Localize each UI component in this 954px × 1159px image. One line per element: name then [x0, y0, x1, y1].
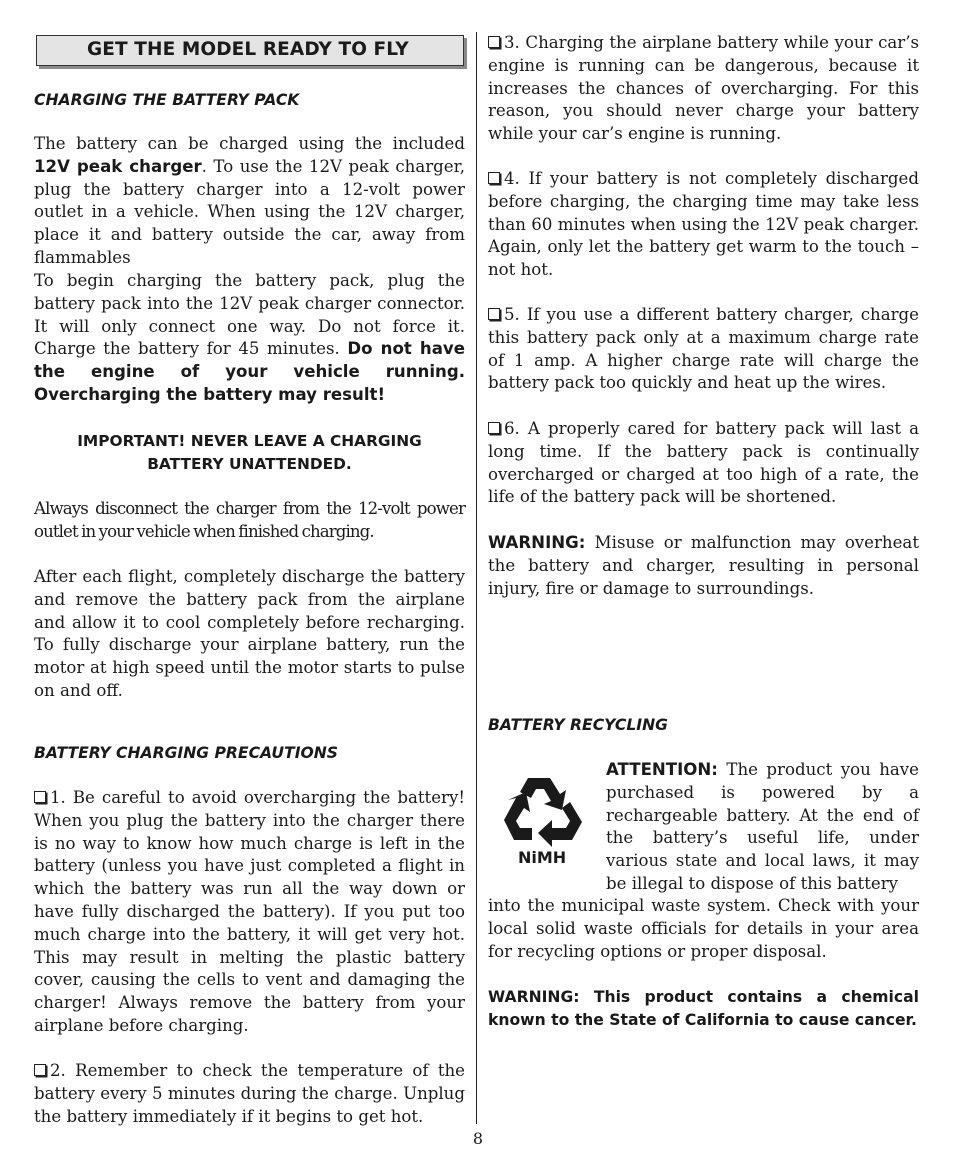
checkbox-icon — [488, 308, 500, 320]
heading-recycling: BATTERY RECYCLING — [488, 716, 668, 734]
attention-label: ATTENTION: — [606, 760, 718, 779]
p2-text: To begin charging the battery pack, plug the battery pack into the 12V peak charger connector. It will only connect one way. Do not force it. Charge the battery for 45 minutes. — [34, 271, 465, 359]
column-divider — [476, 32, 477, 1124]
warning-text: Misuse or malfunction may overheat the battery and charger, resulting in personal injury, fire or damage to surroundings. — [488, 533, 919, 598]
checkbox-icon — [488, 422, 500, 434]
item4-text: 4. If your battery is not completely discharged before charging, the charging time may take less than 60 minutes when using the 12V peak charger. Again, only let the battery get warm to the touch – not hot. — [488, 169, 919, 280]
precaution-item-2 — [34, 1060, 465, 1128]
p1-text: The battery can be charged using the included — [34, 134, 465, 153]
item1-text: 1. Be careful to avoid overcharging the battery! When you plug the battery into the charger there is no way to know how much charge is left in the battery (unless you have just completed a flight in which the battery was run all the way down or have fully discharged the battery). If you put too much charge into the battery, it will get very hot. This may result in melting the plastic battery cover, causing the cells to vent and damaging the charger! Always remove the battery from your airplane before charging. — [34, 788, 465, 1035]
heading-charging: CHARGING THE BATTERY PACK — [34, 91, 300, 109]
important-notice — [34, 430, 465, 475]
recycle-icon — [500, 772, 586, 850]
recycle-label: NiMH — [518, 848, 567, 867]
precaution-item-1 — [34, 787, 465, 1038]
paragraph-begin-charging — [34, 270, 465, 407]
page-title: GET THE MODEL READY TO FLY — [87, 39, 409, 60]
recycle-symbol — [500, 772, 586, 872]
important-line-2: BATTERY UNATTENDED. — [147, 454, 352, 473]
paragraph-disconnect: Always disconnect the charger from the 12-volt power outlet in your vehicle when finished charging. — [34, 499, 465, 541]
item5-text: 5. If you use a different battery charger, charge this battery pack only at a maximum charge rate of 1 amp. A higher charge rate will charge the battery pack too quickly and heat up the wires. — [488, 305, 919, 393]
paragraph-after-flight: After each flight, completely discharge the battery and remove the battery pack from the airplane and allow it to cool completely before recharging. To fully discharge your airplane battery, run the motor at high speed until the motor starts to pulse on and off. — [34, 567, 465, 700]
warning-california: WARNING: This product contains a chemical known to the State of California to cause cancer. — [488, 988, 919, 1029]
item2-text: 2. Remember to check the temperature of the battery every 5 minutes during the charge. Unplug the battery immediately if it begins to get hot. — [34, 1061, 465, 1126]
precaution-item-4 — [488, 168, 919, 282]
checkbox-icon — [34, 791, 46, 803]
precaution-item-5 — [488, 304, 919, 395]
p2-bold: Do not have the engine of your vehicle running. Overcharging the battery may result! — [34, 339, 465, 404]
item6-text: 6. A properly cared for battery pack will last a long time. If the battery pack is continually overcharged or charged at too high of a rate, the life of the battery pack will be shortened. — [488, 419, 919, 507]
warning-label: WARNING: — [488, 533, 586, 552]
precaution-item-6 — [488, 418, 919, 509]
important-line-1: IMPORTANT! NEVER LEAVE A CHARGING — [77, 432, 422, 450]
checkbox-icon — [488, 36, 500, 48]
p1-text-cont: . To use the 12V peak charger, plug the battery charger into a 12-volt power outlet in a vehicle. When using the 12V charger, place it and battery outside the car, away from flammables — [34, 156, 466, 267]
attention-text: The product you have purchased is powered by a rechargeable battery. At the end of the battery’s useful life, under various state and local laws, it may be illegal to dispose of this battery — [606, 760, 919, 893]
page-number: 8 — [472, 1129, 484, 1148]
checkbox-icon — [34, 1064, 46, 1076]
p1-bold: 12V peak charger — [34, 156, 202, 176]
heading-precautions: BATTERY CHARGING PRECAUTIONS — [34, 744, 339, 762]
paragraph-charger-intro — [34, 133, 465, 270]
warning-overheat — [488, 532, 919, 600]
item3-text: 3. Charging the airplane battery while your car’s engine is running can be dangerous, because it increases the chances of overcharging. For this reason, you should never charge your battery while your car’s engine is running. — [488, 33, 919, 144]
attention-continued: into the municipal waste system. Check with your local solid waste officials for details in your area for recycling options or proper disposal. — [488, 896, 919, 961]
attention-paragraph — [606, 759, 919, 896]
precaution-item-3 — [488, 32, 919, 146]
checkbox-icon — [488, 172, 500, 184]
section-title-box — [36, 35, 464, 66]
